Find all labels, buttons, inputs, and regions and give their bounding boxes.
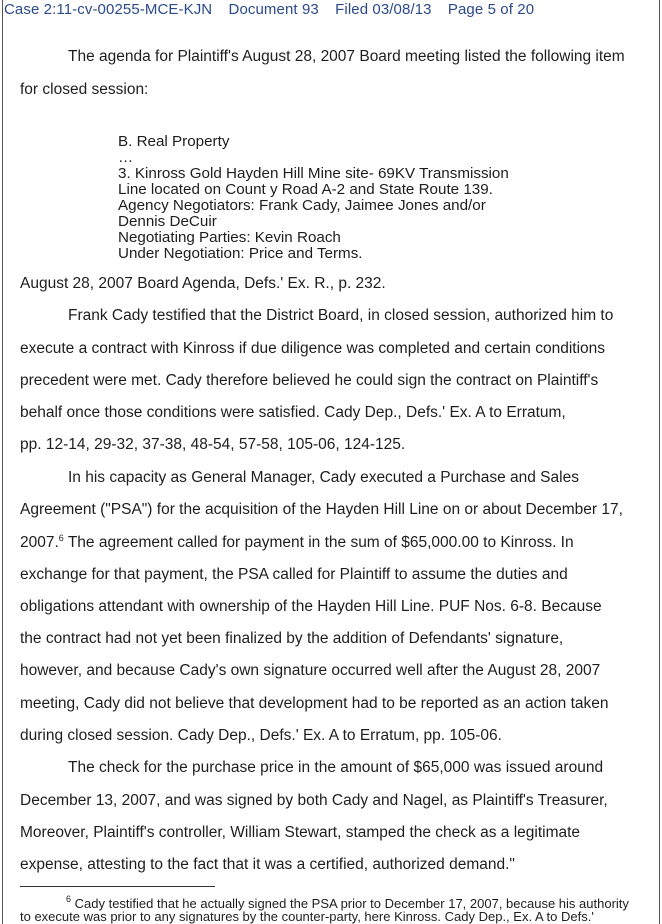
paragraph-line: December 13, 2007, and was signed by both Cady and Nagel, as Plaintiff's Treasurer, xyxy=(20,792,608,809)
quote-line: Negotiating Parties: Kevin Roach xyxy=(118,229,341,246)
paragraph-line: however, and because Cady's own signature occurred well after the August 28, 2007 xyxy=(20,662,601,679)
paragraph-line: The check for the purchase price in the amount of $65,000 was issued around xyxy=(68,759,604,776)
citation: August 28, 2007 Board Agenda, Defs.' Ex. R., p. 232. xyxy=(20,275,386,292)
paragraph-line: precedent were met. Cady therefore believed he could sign the contract on Plaintiff's xyxy=(20,372,599,389)
paragraph-line: behalf once those conditions were satisfied. Cady Dep., Defs.' Ex. A to Erratum, xyxy=(20,404,566,421)
footnote-line: to execute was prior to any signatures by the counter-party, here Kinross. Cady Dep., Ex. A to Defs.' xyxy=(20,909,594,924)
quote-line: Line located on Count y Road A-2 and State Route 139. xyxy=(118,181,493,198)
quote-line: B. Real Property xyxy=(118,133,230,150)
paragraph-line: during closed session. Cady Dep., Defs.' Ex. A to Erratum, pp. 105-06. xyxy=(20,727,502,744)
case-number: Case 2:11-cv-00255-MCE-KJN xyxy=(4,1,213,18)
page-border-right xyxy=(659,0,660,924)
text-segment: 2007. xyxy=(20,534,59,551)
paragraph-line: meeting, Cady did not believe that development had to be reported as an action taken xyxy=(20,695,609,712)
paragraph-line: obligations attendant with ownership of the Hayden Hill Line. PUF Nos. 6-8. Because xyxy=(20,598,602,615)
paragraph-line: Moreover, Plaintiff's controller, William Stewart, stamped the check as a legitimate xyxy=(20,824,581,841)
quote-line: … xyxy=(118,149,134,166)
paragraph-line: the contract had not yet been finalized by the addition of Defendants' signature, xyxy=(20,630,564,647)
footnote-number: 6 xyxy=(66,894,72,904)
paragraph-line xyxy=(20,533,574,552)
quote-line: 3. Kinross Gold Hayden Hill Mine site- 69KV Transmission xyxy=(118,165,509,182)
document-number: Document 93 xyxy=(228,1,319,18)
paragraph-line: expense, attesting to the fact that it was a certified, authorized demand." xyxy=(20,856,515,873)
quote-line: Agency Negotiators: Frank Cady, Jaimee Jones and/or xyxy=(118,197,486,214)
paragraph-line: for closed session: xyxy=(20,81,149,98)
paragraph-line: pp. 12-14, 29-32, 37-38, 48-54, 57-58, 105-06, 124-125. xyxy=(20,436,406,453)
footnote-reference[interactable]: 6 xyxy=(58,533,64,543)
filed-date: Filed 03/08/13 xyxy=(335,1,432,18)
ecf-header xyxy=(4,1,546,18)
paragraph-line: Agreement ("PSA") for the acquisition of the Hayden Hill Line on or about December 17, xyxy=(20,501,623,518)
paragraph-line: In his capacity as General Manager, Cady executed a Purchase and Sales xyxy=(68,469,579,486)
footnote-rule xyxy=(20,886,215,887)
paragraph-line: execute a contract with Kinross if due diligence was completed and certain conditions xyxy=(20,340,606,357)
paragraph-line: The agenda for Plaintiff's August 28, 2007 Board meeting listed the following item xyxy=(68,48,625,65)
page-number: Page 5 of 20 xyxy=(447,1,535,18)
text-segment: The agreement called for payment in the sum of $65,000.00 to Kinross. In xyxy=(63,534,574,551)
quote-line: Dennis DeCuir xyxy=(118,213,217,230)
paragraph-line: Frank Cady testified that the District Board, in closed session, authorized him to xyxy=(68,307,614,324)
paragraph-line: exchange for that payment, the PSA called for Plaintiff to assume the duties and xyxy=(20,566,568,583)
quote-line: Under Negotiation: Price and Terms. xyxy=(118,245,363,262)
footnote-text: Cady testified that he actually signed the PSA prior to December 17, 2007, because his authority xyxy=(71,896,629,911)
page-border-left xyxy=(2,0,3,924)
